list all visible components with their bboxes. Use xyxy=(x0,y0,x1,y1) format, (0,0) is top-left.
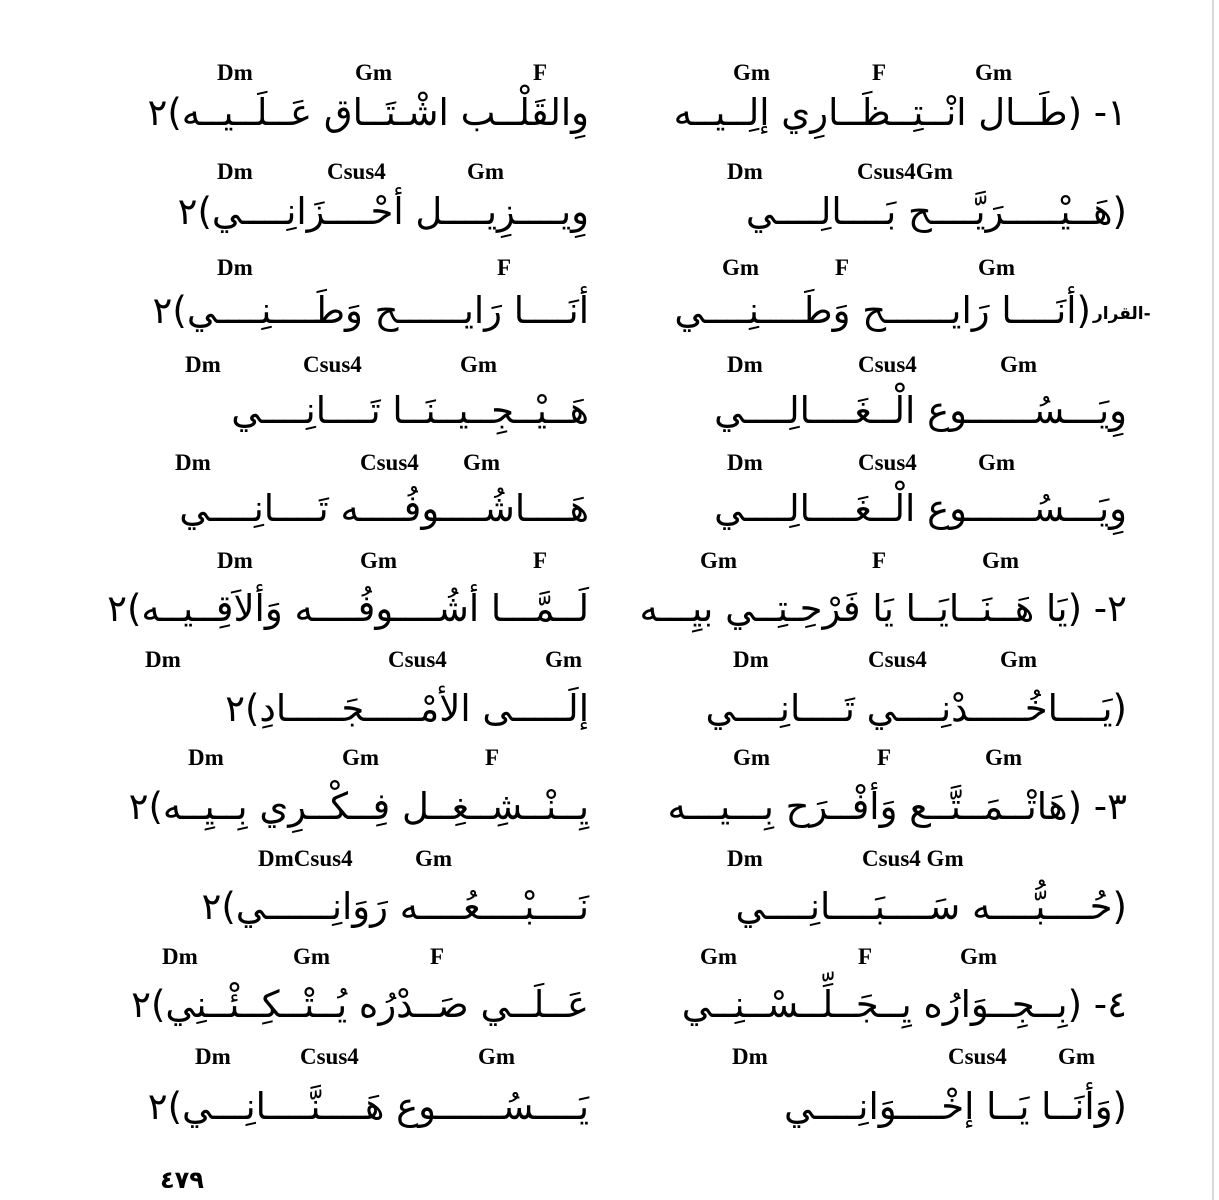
chord: F xyxy=(835,255,850,280)
chord: Dm xyxy=(217,255,253,280)
lyric-line: وِيَـــسُــــــوع الْــغَــــالِــــي xyxy=(714,389,1127,432)
chord: Csus4Gm xyxy=(857,159,953,184)
chord: F xyxy=(858,944,873,969)
chord: Csus4 xyxy=(327,159,386,184)
lyric-line: إلَـــــى الأمْـــــجَـــــادِ)٢ xyxy=(225,687,589,730)
chord: Gm xyxy=(360,548,398,573)
chord: Gm xyxy=(733,60,771,85)
chord: Gm xyxy=(978,255,1016,280)
lyric-line: يِــنْــشِــغِــل فِــكْــرِي بِــيِــه)٢ xyxy=(128,785,589,828)
lyric-line: ١- (طَــال انْــتِــظَــارِي إلِــيــه xyxy=(673,91,1127,134)
chord: Gm xyxy=(460,352,498,377)
chord: Dm xyxy=(145,647,181,672)
chord: Gm xyxy=(1000,647,1038,672)
chord: Gm xyxy=(978,450,1016,475)
chord: Gm xyxy=(415,846,453,871)
chord: Gm xyxy=(700,548,738,573)
chord: Csus4 xyxy=(360,450,419,475)
chord: Csus4 xyxy=(300,1044,359,1069)
lyric-line: (وَأنَــا يَــا إخْــــوَانِــــي xyxy=(783,1085,1127,1128)
chord: Gm xyxy=(985,745,1023,770)
chord: DmCsus4 xyxy=(258,846,353,871)
chord: Dm xyxy=(188,745,224,770)
chord: F xyxy=(877,745,892,770)
chord: Gm xyxy=(293,944,331,969)
chord: Gm xyxy=(733,745,771,770)
chord: Dm xyxy=(217,60,253,85)
chord: F xyxy=(872,548,887,573)
lyric-line: ٢- (يَا هَــنَــايَــا يَا فَرْحِـتِــي بيِـــه xyxy=(639,587,1127,630)
lyric-line: (أنَــــا رَايــــــح وَطَــــنِــــي xyxy=(674,289,1091,332)
chord: F xyxy=(872,60,887,85)
chord: Gm xyxy=(722,255,760,280)
lyric-line: (يَــــاخُـــــدْنِــــي تَــــانِــــي xyxy=(705,687,1127,730)
chord: Csus4 xyxy=(858,352,917,377)
chord: Gm xyxy=(545,647,583,672)
chord: Csus4 xyxy=(948,1044,1007,1069)
chord: Dm xyxy=(727,352,763,377)
chord: Gm xyxy=(700,944,738,969)
chord: Gm xyxy=(342,745,380,770)
page-edge-divider xyxy=(1212,0,1214,1200)
chord: F xyxy=(533,60,548,85)
chord: Csus4 xyxy=(858,450,917,475)
chord: Dm xyxy=(727,159,763,184)
lyric-line: لَــمَّـــا أشُــــوفُــــه وَألاَقِــيــه)٢ xyxy=(107,587,589,630)
chord: Dm xyxy=(732,1044,768,1069)
chord: Gm xyxy=(1058,1044,1096,1069)
chord: F xyxy=(533,548,548,573)
chord: Gm xyxy=(975,60,1013,85)
lyric-line: ٣- (هَاتْــمَــتَّــع وَأفْــرَح بِـــيـــه xyxy=(667,785,1127,828)
lyric-line: ٤- (بِــجِــوَارُه يِــجَــلِّــسْــنِــي xyxy=(681,983,1127,1026)
lyric-line: هَــيْــجِــيــنَــا تَــــانِــــي xyxy=(231,389,589,432)
chord: Dm xyxy=(175,450,211,475)
chord: Gm xyxy=(463,450,501,475)
lyric-line: (هَــيْـــــرَيَّــــح بَــــالِــــي xyxy=(745,190,1127,233)
chord: F xyxy=(485,745,500,770)
chord: Dm xyxy=(162,944,198,969)
chord: F xyxy=(497,255,512,280)
chord: Gm xyxy=(467,159,505,184)
chord: Gm xyxy=(478,1044,516,1069)
chord: Gm xyxy=(960,944,998,969)
chord: Dm xyxy=(185,352,221,377)
chord: Dm xyxy=(733,647,769,672)
chord: Dm xyxy=(727,846,763,871)
chord: F xyxy=(430,944,445,969)
page-number: ٤٧٩ xyxy=(160,1166,204,1194)
lyric-line: أنَــــا رَايــــــح وَطَــــنِــــي)٢ xyxy=(152,289,589,332)
chord: Gm xyxy=(1000,352,1038,377)
chord: Dm xyxy=(195,1044,231,1069)
lyric-line: يَــــسُــــــوع هَــــنَّــــانِـــي)٢ xyxy=(147,1085,589,1128)
chord: Csus4 xyxy=(388,647,447,672)
chord: Gm xyxy=(982,548,1020,573)
chord: Csus4 xyxy=(868,647,927,672)
chord: Gm xyxy=(355,60,393,85)
chorus-marker: القرار- xyxy=(1093,304,1151,324)
lyric-line: وِيَـــسُــــــوع الْــغَــــالِــــي xyxy=(714,487,1127,530)
lyric-line: (حُــــبُّــــه سَــــبَــــانِــــي xyxy=(735,885,1127,928)
lyric-line: وِالقَلْــب اشْـتَــاق عَــلَــيــه)٢ xyxy=(147,91,589,134)
lyric-line: نَــــبْــــعُــــه رَوَانِــــــي)٢ xyxy=(201,885,589,928)
chord: Csus4 Gm xyxy=(862,846,964,871)
lyric-line: وِيــــزِيــــل أحْــــزَانِــــي)٢ xyxy=(177,190,589,233)
chord: Dm xyxy=(727,450,763,475)
chord: Dm xyxy=(217,548,253,573)
chord: Dm xyxy=(217,159,253,184)
lyric-line: عَــلَــي صَــدْرُه يُــتْــكِــئْــنِي)٢ xyxy=(131,983,589,1026)
lyric-line: هَــــاشُــــوفُــــه تَــــانِــــي xyxy=(179,487,589,530)
chord: Csus4 xyxy=(303,352,362,377)
